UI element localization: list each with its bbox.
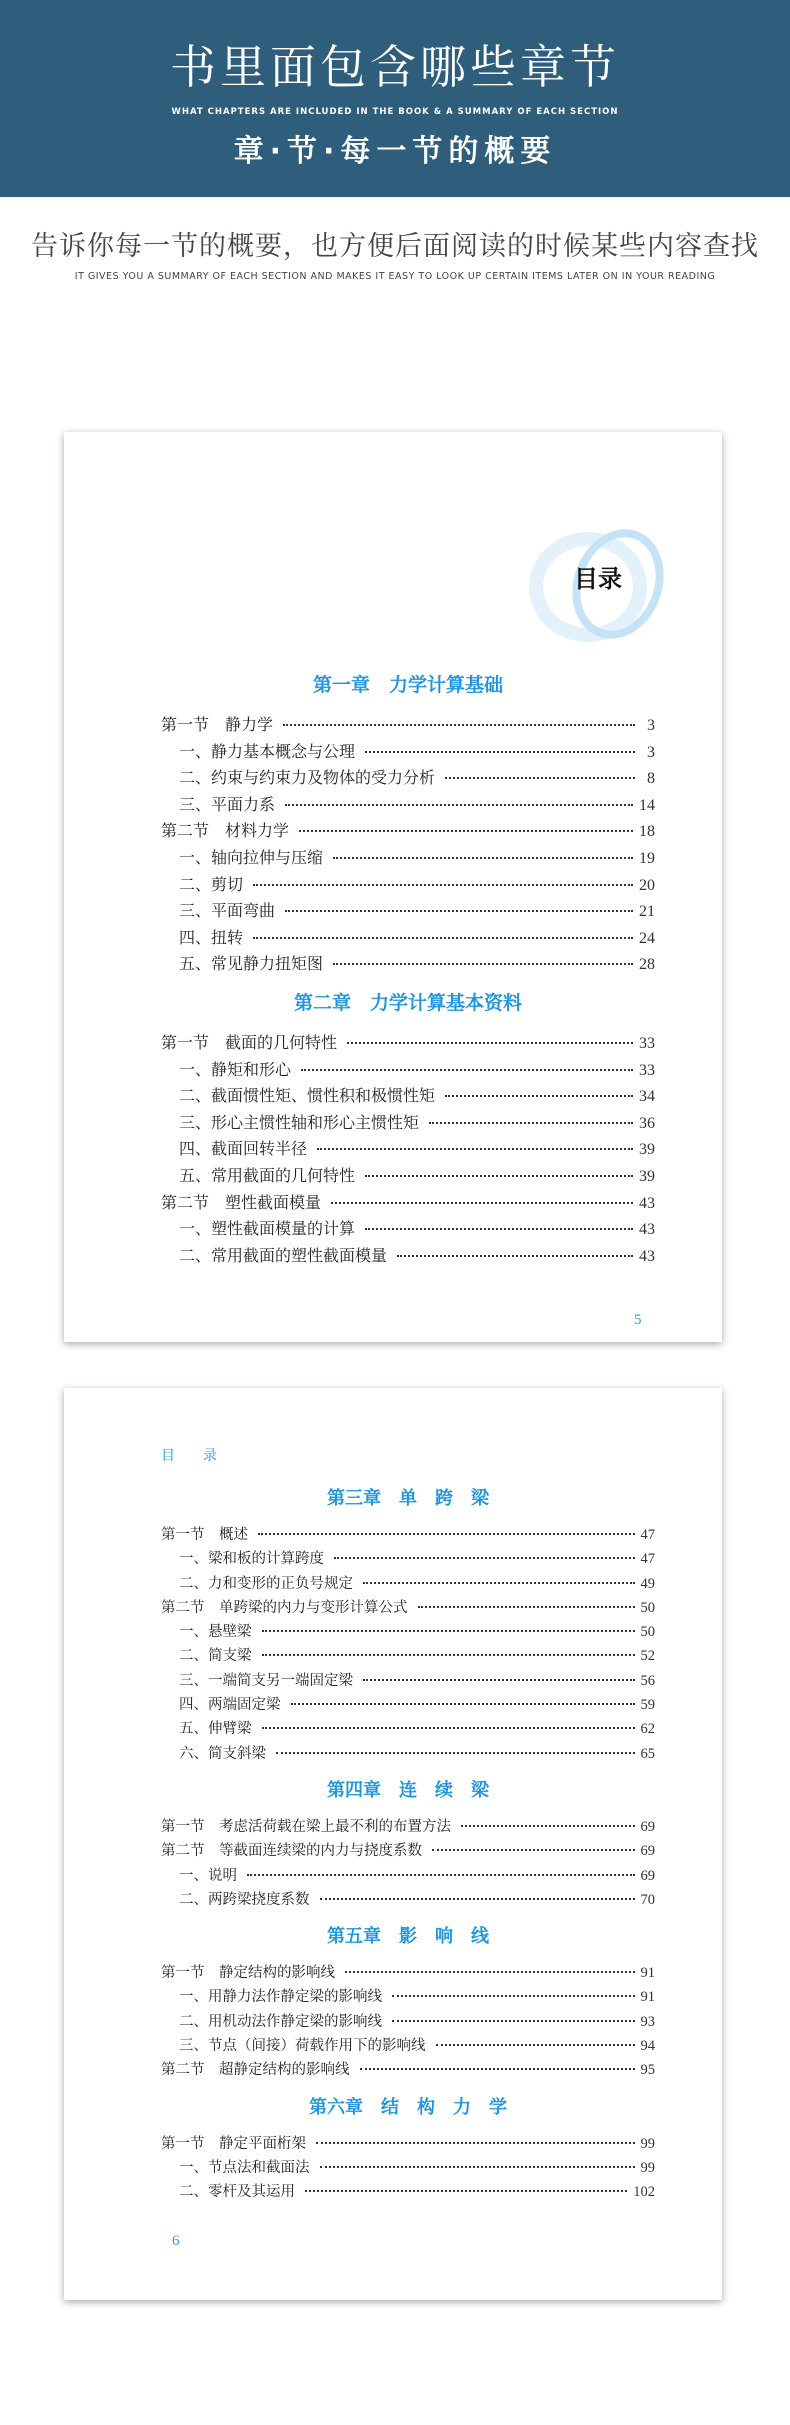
banner-title: 书里面包含哪些章节 [170,40,620,94]
entry-page-number: 99 [640,2135,655,2152]
dot-leader [320,2166,635,2168]
entry-page-number: 20 [639,876,655,894]
banner-tagline: 章·节·每一节的概要 [233,134,557,169]
entry-label: 二、简支梁 [179,1648,252,1665]
entry-label: 四、截面回转半径 [179,1139,308,1159]
running-head: 目 录 [161,1448,217,1464]
dot-leader [365,1175,633,1177]
entry-label: 三、一端简支另一端固定梁 [179,1672,353,1689]
entry-label: 一、悬壁梁 [179,1624,252,1641]
toc-subsection-entry[interactable] [161,1572,655,1596]
dot-leader [283,724,635,726]
entry-page-number: 3 [647,743,655,761]
dot-leader [365,751,635,753]
toc-subsection-entry[interactable] [161,1888,655,1912]
toc-subsection-entry[interactable] [161,1620,655,1644]
dot-leader [445,1095,633,1097]
dot-leader [392,1995,635,1997]
banner-subtitle-en: WHAT CHAPTERS ARE INCLUDED IN THE BOOK & A SUMMARY OF EACH SECTION [171,107,619,117]
dot-leader [432,1849,635,1851]
dot-leader [436,2044,635,2046]
dot-leader [429,1122,633,1124]
entry-page-number: 95 [640,2062,655,2079]
entry-label: 第二节 塑性截面模量 [161,1192,322,1212]
dot-leader [299,830,633,832]
entry-label: 三、平面力系 [179,794,276,814]
toc-subsection-entry[interactable] [161,951,655,978]
toc-subsection-entry[interactable] [161,1136,655,1163]
entry-page-number: 39 [639,1167,655,1185]
entry-label: 一、轴向拉伸与压缩 [179,847,324,867]
entry-page-number: 50 [640,1599,655,1616]
entry-page-number: 99 [640,2159,655,2176]
entry-label: 二、剪切 [179,874,244,894]
entry-label: 第一节 截面的几何特性 [161,1032,338,1052]
dot-leader [276,1752,635,1754]
toc-section-entry[interactable] [161,712,655,739]
dot-leader [285,804,633,806]
entry-page-number: 50 [640,1624,655,1641]
entry-label: 第二节 材料力学 [161,821,290,841]
dot-leader [247,1874,635,1876]
toc-list [161,665,655,1269]
dot-leader [301,1069,633,1071]
entry-label: 五、常用截面的几何特性 [179,1165,356,1185]
toc-subsection-entry[interactable] [161,898,655,925]
dot-leader [258,1533,635,1535]
entry-page-number: 8 [647,770,655,788]
entry-page-number: 93 [640,2013,655,2030]
toc-page-2 [64,1388,722,2300]
toc-section-entry[interactable] [161,1815,655,1839]
dot-leader [285,910,633,912]
toc-section-entry[interactable] [161,1596,655,1620]
toc-section-entry[interactable] [161,1190,655,1217]
dot-leader [333,963,633,965]
entry-label: 二、力和变形的正负号规定 [179,1575,353,1592]
entry-label: 五、常见静力扭矩图 [179,954,324,974]
dot-leader [262,1630,635,1632]
toc-section-entry[interactable] [161,1961,655,1985]
entry-label: 一、塑性截面模量的计算 [179,1219,356,1239]
entry-label: 二、约束与约束力及物体的受力分析 [179,768,436,788]
chapter-heading: 第五章 影 响 线 [327,1926,489,1948]
entry-label: 第一节 概述 [161,1527,248,1543]
header-banner [0,0,790,197]
dot-leader [334,1557,635,1559]
entry-page-number: 47 [640,1527,655,1543]
entry-label: 第二节 超静定结构的影响线 [161,2062,350,2079]
dot-leader [262,1654,635,1656]
entry-label: 二、零杆及其运用 [179,2184,295,2201]
entry-label: 二、两跨梁挠度系数 [179,1891,310,1908]
entry-page-number: 59 [640,1697,655,1714]
entry-label: 第二节 单跨梁的内力与变形计算公式 [161,1599,408,1616]
dot-leader [397,1255,633,1257]
dot-leader [331,1202,633,1204]
toc-subsection-entry[interactable] [161,1057,655,1084]
entry-page-number: 43 [639,1194,655,1212]
chapter-heading: 第三章 单 跨 梁 [327,1488,489,1509]
dot-leader [316,2142,635,2144]
dot-leader [360,2068,635,2070]
toc-subsection-entry[interactable] [161,739,655,766]
entry-page-number: 69 [640,1818,655,1835]
entry-page-number: 70 [640,1891,655,1908]
toc-subsection-entry[interactable] [161,2180,655,2204]
entry-label: 四、扭转 [179,927,244,947]
dot-leader [392,2020,635,2022]
entry-label: 二、截面惯性矩、惯性积和极惯性矩 [179,1086,436,1106]
entry-label: 六、简支斜梁 [179,1745,266,1762]
toc-title: 目录 [574,565,622,593]
entry-page-number: 56 [640,1672,655,1689]
toc-subsection-entry[interactable] [161,1644,655,1668]
toc-list [161,1483,655,2205]
entry-page-number: 39 [639,1141,655,1159]
toc-subsection-entry[interactable] [161,1669,655,1693]
entry-page-number: 18 [639,823,655,841]
entry-page-number: 91 [640,1989,655,2006]
entry-label: 四、两端固定梁 [179,1697,281,1714]
dot-leader [363,1582,635,1584]
toc-subsection-entry[interactable] [161,1243,655,1270]
dot-leader [333,857,633,859]
chapter-heading: 第一章 力学计算基础 [312,674,503,696]
entry-page-number: 69 [640,1843,655,1860]
chapter-heading: 第四章 连 续 梁 [327,1779,489,1801]
toc-section-entry[interactable] [161,2132,655,2156]
dot-leader [345,1971,635,1973]
dot-leader [262,1727,635,1729]
entry-page-number: 3 [647,717,655,734]
entry-label: 二、常用截面的塑性截面模量 [179,1245,388,1265]
page-number: 6 [172,2233,180,2249]
entry-page-number: 69 [640,1867,655,1884]
toc-subsection-entry[interactable] [161,1110,655,1137]
toc-subsection-entry[interactable] [161,1547,655,1571]
entry-label: 一、静力基本概念与公理 [179,741,356,761]
entry-page-number: 102 [633,2184,655,2201]
toc-subsection-entry[interactable] [161,1717,655,1741]
chapter-heading: 第二章 力学计算基本资料 [293,991,522,1014]
toc-subsection-entry[interactable] [161,765,655,792]
toc-section-entry[interactable] [161,2058,655,2082]
entry-page-number: 21 [639,903,655,921]
dot-leader [253,937,633,939]
entry-label: 一、用静力法作静定梁的影响线 [179,1989,382,2006]
entry-page-number: 65 [640,1745,655,1762]
toc-subsection-entry[interactable] [161,2034,655,2058]
entry-page-number: 34 [639,1088,655,1106]
toc-subsection-entry[interactable] [161,872,655,899]
toc-subsection-entry[interactable] [161,925,655,952]
dot-leader [445,777,635,779]
toc-subsection-entry[interactable] [161,1163,655,1190]
dot-leader [418,1606,635,1608]
dot-leader [291,1703,635,1705]
entry-label: 一、节点法和截面法 [179,2159,310,2176]
chapter-heading: 第六章 结 构 力 学 [309,2096,507,2118]
toc-section-entry[interactable] [161,818,655,845]
entry-page-number: 91 [640,1965,655,1982]
toc-subsection-entry[interactable] [161,2156,655,2180]
entry-label: 第一节 静力学 [161,715,274,734]
entry-label: 一、说明 [179,1867,237,1884]
entry-page-number: 52 [640,1648,655,1665]
toc-page-1 [64,432,722,1342]
toc-section-entry[interactable] [161,1523,655,1547]
entry-page-number: 33 [639,1034,655,1052]
entry-page-number: 14 [639,796,655,814]
page-number: 5 [634,1312,642,1328]
entry-page-number: 28 [639,956,655,974]
entry-page-number: 43 [639,1221,655,1239]
toc-subsection-entry[interactable] [161,1216,655,1243]
toc-subsection-entry[interactable] [161,1864,655,1888]
entry-page-number: 94 [640,2038,655,2055]
entry-label: 第二节 等截面连续梁的内力与挠度系数 [161,1843,422,1860]
toc-section-entry[interactable] [161,1839,655,1863]
entry-label: 三、形心主惯性轴和形心主惯性矩 [179,1112,420,1132]
dot-leader [461,1825,635,1827]
dot-leader [305,2190,627,2192]
dot-leader [363,1679,635,1681]
intro-text-en: IT GIVES YOU A SUMMARY OF EACH SECTION AND MAKES IT EASY TO LOOK UP CERTAIN ITEMS LATER ON IN YOUR READING [74,271,716,282]
entry-page-number: 43 [639,1247,655,1265]
entry-label: 一、静矩和形心 [179,1059,292,1079]
entry-label: 第一节 静定平面桁架 [161,2135,306,2152]
entry-label: 三、节点（间接）荷载作用下的影响线 [179,2038,426,2055]
dot-leader [365,1228,633,1230]
dot-leader [347,1042,633,1044]
dot-leader [320,1898,635,1900]
toc-subsection-entry[interactable] [161,1083,655,1110]
toc-subsection-entry[interactable] [161,1693,655,1717]
entry-label: 第一节 考虑活荷载在梁上最不利的布置方法 [161,1818,451,1835]
toc-section-entry[interactable] [161,1030,655,1057]
toc-subsection-entry[interactable] [161,2010,655,2034]
entry-label: 五、伸臂梁 [179,1721,252,1738]
intro-text: 告诉你每一节的概要，也方便后面阅读的时候某些内容查找 [31,231,759,262]
entry-page-number: 19 [639,849,655,867]
entry-label: 二、用机动法作静定梁的影响线 [179,2013,382,2030]
entry-page-number: 24 [639,929,655,947]
entry-page-number: 36 [639,1114,655,1132]
dot-leader [317,1148,633,1150]
entry-label: 三、平面弯曲 [179,901,276,921]
entry-page-number: 49 [640,1575,655,1592]
entry-page-number: 47 [640,1551,655,1568]
toc-subsection-entry[interactable] [161,1742,655,1766]
entry-label: 一、梁和板的计算跨度 [179,1551,324,1568]
entry-page-number: 33 [639,1061,655,1079]
dot-leader [253,884,633,886]
toc-subsection-entry[interactable] [161,792,655,819]
entry-page-number: 62 [640,1721,655,1738]
toc-subsection-entry[interactable] [161,1985,655,2009]
toc-subsection-entry[interactable] [161,845,655,872]
entry-label: 第一节 静定结构的影响线 [161,1965,335,1982]
